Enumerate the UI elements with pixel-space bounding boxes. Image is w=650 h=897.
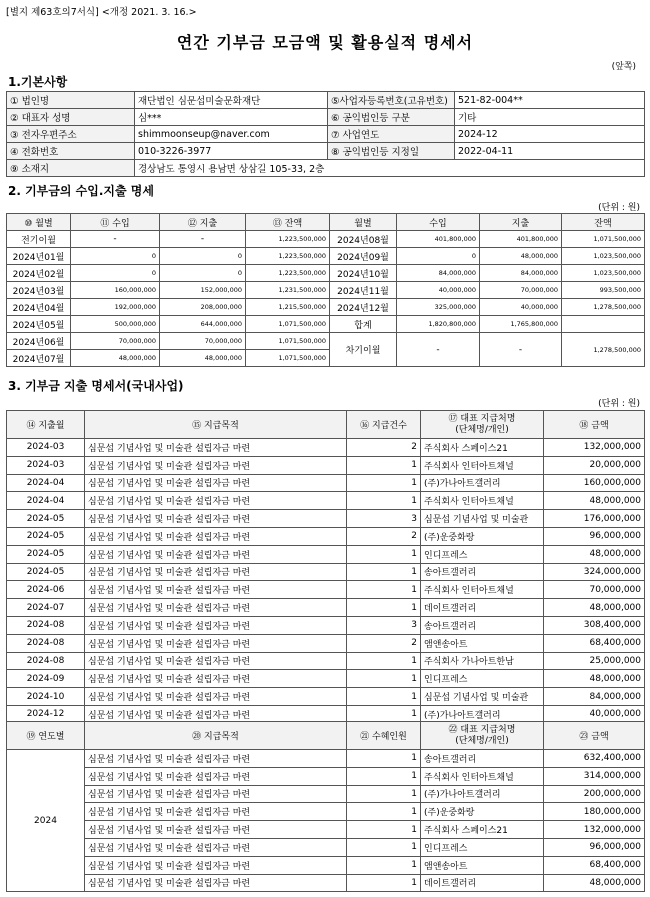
table-row [7, 652, 645, 670]
purpose-cell: 심문섭 기념사업 및 미술관 설립자금 마련 [85, 821, 347, 839]
table-row [7, 785, 645, 803]
month-cell: 2024년07월 [7, 350, 71, 367]
income-cell: 48,000,000 [71, 350, 160, 367]
count-cell: 1 [347, 652, 421, 670]
balance-cell: 993,500,000 [562, 282, 645, 299]
recipient-cell: 송아트갤러리 [421, 750, 544, 768]
amount-cell: 176,000,000 [544, 510, 645, 528]
table-row [7, 282, 645, 299]
info-label: ⑥ 공익법인등 구분 [328, 109, 455, 126]
count-cell: 3 [347, 616, 421, 634]
month-cell: 전기이월 [7, 231, 71, 248]
basic-info-row [7, 92, 645, 109]
balance-cell: 1,071,500,000 [246, 316, 330, 333]
income-cell: 0 [71, 265, 160, 282]
expense-cell: 644,000,000 [160, 316, 246, 333]
amount-cell: 20,000,000 [544, 456, 645, 474]
amount-cell: 96,000,000 [544, 838, 645, 856]
section3-heading: 3. 기부금 지출 명세서(국내사업) [8, 379, 184, 393]
table-row [7, 439, 645, 457]
purpose-cell: 심문섭 기념사업 및 미술관 설립자금 마련 [85, 785, 347, 803]
purpose-cell: 심문섭 기념사업 및 미술관 설립자금 마련 [85, 563, 347, 581]
month-cell: 2024-10 [7, 688, 85, 706]
col-header: ⑭ 지출월 [7, 411, 85, 439]
amount-cell: 160,000,000 [544, 474, 645, 492]
section2-heading: 2. 기부금의 수입.지출 명세 [8, 184, 154, 198]
count-cell: 1 [347, 688, 421, 706]
month-cell: 2024-03 [7, 456, 85, 474]
income-cell: 70,000,000 [71, 333, 160, 350]
beneficiary-cell: 1 [347, 874, 421, 892]
recipient-cell: 데이트갤러리 [421, 874, 544, 892]
col-header: 수입 [397, 214, 480, 231]
month-cell: 2024년06월 [7, 333, 71, 350]
month-cell: 2024년08월 [330, 231, 397, 248]
purpose-cell: 심문섭 기념사업 및 미술관 설립자금 마련 [85, 599, 347, 617]
purpose-cell: 심문섭 기념사업 및 미술관 설립자금 마련 [85, 688, 347, 706]
recipient-cell: 주식회사 인터아트채널 [421, 767, 544, 785]
beneficiary-cell: 1 [347, 821, 421, 839]
table-row [7, 581, 645, 599]
table-row [7, 838, 645, 856]
month-cell: 2024-08 [7, 616, 85, 634]
purpose-cell: 심문섭 기념사업 및 미술관 설립자금 마련 [85, 474, 347, 492]
table-header [7, 722, 645, 750]
basic-info-row [7, 109, 645, 126]
front-label: (앞쪽) [611, 62, 636, 72]
balance-cell: 1,215,500,000 [246, 299, 330, 316]
basic-info-row [7, 126, 645, 143]
carry-label: 차기이월 [330, 333, 397, 367]
month-cell: 2024년04월 [7, 299, 71, 316]
amount-cell: 48,000,000 [544, 492, 645, 510]
info-value: 심*** [135, 109, 328, 126]
recipient-cell: 인디프레스 [421, 670, 544, 688]
balance-cell: 1,071,500,000 [246, 350, 330, 367]
expense-cell: 84,000,000 [480, 265, 562, 282]
col-header: ⑱ 금액 [544, 411, 645, 439]
amount-cell: 84,000,000 [544, 688, 645, 706]
purpose-cell: 심문섭 기념사업 및 미술관 설립자금 마련 [85, 803, 347, 821]
count-cell: 1 [347, 705, 421, 723]
expense-cell: 48,000,000 [480, 248, 562, 265]
count-cell: 2 [347, 634, 421, 652]
income-cell: 84,000,000 [397, 265, 480, 282]
table-row [7, 231, 645, 248]
amount-cell: 632,400,000 [544, 750, 645, 768]
count-cell: 1 [347, 563, 421, 581]
expense-cell: 70,000,000 [160, 333, 246, 350]
recipient-cell: 심문섭 기념사업 및 미술관 [421, 510, 544, 528]
expense-cell: 0 [160, 265, 246, 282]
recipient-cell: 주식회사 인터아트채널 [421, 492, 544, 510]
month-cell: 2024-07 [7, 599, 85, 617]
section1-heading: 1.기본사항 [8, 75, 68, 89]
col-header: 잔액 [562, 214, 645, 231]
month-cell: 2024년12월 [330, 299, 397, 316]
recipient-cell: (주)가나아트갤러리 [421, 785, 544, 803]
carry-balance: 1,278,500,000 [562, 333, 645, 367]
balance-cell: 1,278,500,000 [562, 299, 645, 316]
recipient-cell: (주)가나아트갤러리 [421, 474, 544, 492]
info-value: 521-82-004** [455, 92, 645, 109]
recipient-cell: 송아트갤러리 [421, 563, 544, 581]
form-note: [별지 제63호의7서식] <개정 2021. 3. 16.> [6, 7, 197, 18]
purpose-cell: 심문섭 기념사업 및 미술관 설립자금 마련 [85, 634, 347, 652]
purpose-cell: 심문섭 기념사업 및 미술관 설립자금 마련 [85, 838, 347, 856]
col-header: ⑬ 잔액 [246, 214, 330, 231]
recipient-cell: 주식회사 인터아트채널 [421, 581, 544, 599]
info-value: 기타 [455, 109, 645, 126]
month-cell: 2024-05 [7, 527, 85, 545]
income-cell: 192,000,000 [71, 299, 160, 316]
purpose-cell: 심문섭 기념사업 및 미술관 설립자금 마련 [85, 652, 347, 670]
recipient-cell: 심문섭 기념사업 및 미술관 [421, 688, 544, 706]
expense-cell: 48,000,000 [160, 350, 246, 367]
month-cell: 2024-08 [7, 634, 85, 652]
expense-cell: 152,000,000 [160, 282, 246, 299]
count-cell: 1 [347, 474, 421, 492]
recipient-cell: 송아트갤러리 [421, 616, 544, 634]
table-row [7, 474, 645, 492]
table-row [7, 563, 645, 581]
col-header: ⑲ 연도별 [7, 722, 85, 750]
balance-cell: 1,223,500,000 [246, 265, 330, 282]
info-label: ⑨ 소재지 [7, 160, 135, 177]
info-label: ② 대표자 성명 [7, 109, 135, 126]
table-row [7, 510, 645, 528]
amount-cell: 68,400,000 [544, 634, 645, 652]
info-label: ⑦ 사업연도 [328, 126, 455, 143]
month-cell: 2024년05월 [7, 316, 71, 333]
info-value: 2022-04-11 [455, 143, 645, 160]
table-header [7, 411, 645, 439]
amount-cell: 132,000,000 [544, 821, 645, 839]
table-row [7, 599, 645, 617]
month-cell: 2024년09월 [330, 248, 397, 265]
month-cell: 2024-09 [7, 670, 85, 688]
table-row [7, 333, 645, 350]
purpose-cell: 심문섭 기념사업 및 미술관 설립자금 마련 [85, 705, 347, 723]
info-label: ④ 전화번호 [7, 143, 135, 160]
amount-cell: 308,400,000 [544, 616, 645, 634]
domestic-expense-table [6, 410, 645, 724]
month-cell: 2024년01월 [7, 248, 71, 265]
section3-unit: (단위 : 원) [598, 399, 640, 409]
amount-cell: 25,000,000 [544, 652, 645, 670]
beneficiary-cell: 1 [347, 856, 421, 874]
count-cell: 2 [347, 439, 421, 457]
basic-info-row [7, 160, 645, 177]
col-header: ⑰ 대표 지급처명 (단체명/개인) [421, 411, 544, 439]
count-cell: 1 [347, 599, 421, 617]
purpose-cell: 심문섭 기념사업 및 미술관 설립자금 마련 [85, 492, 347, 510]
income-expense-table [6, 213, 645, 367]
table-row [7, 492, 645, 510]
month-cell: 2024-08 [7, 652, 85, 670]
month-cell: 2024-12 [7, 705, 85, 723]
section2-unit: (단위 : 원) [598, 203, 640, 213]
income-cell: 325,000,000 [397, 299, 480, 316]
col-header: ㉓ 금액 [544, 722, 645, 750]
beneficiary-cell: 1 [347, 838, 421, 856]
income-cell: 401,800,000 [397, 231, 480, 248]
carry-income: - [397, 333, 480, 367]
amount-cell: 48,000,000 [544, 545, 645, 563]
info-value: 2024-12 [455, 126, 645, 143]
basic-info-table [6, 91, 645, 177]
amount-cell: 96,000,000 [544, 527, 645, 545]
col-header: ⑩ 월별 [7, 214, 71, 231]
table-header [7, 214, 645, 231]
balance-cell: 1,071,500,000 [246, 333, 330, 350]
income-cell: 500,000,000 [71, 316, 160, 333]
recipient-cell: 앰앤송아트 [421, 856, 544, 874]
count-cell: 1 [347, 545, 421, 563]
table-row [7, 856, 645, 874]
year-cell: 2024 [7, 750, 85, 892]
month-cell: 2024년02월 [7, 265, 71, 282]
total-label: 합계 [330, 316, 397, 333]
amount-cell: 314,000,000 [544, 767, 645, 785]
income-cell: 0 [71, 248, 160, 265]
basic-info-row [7, 143, 645, 160]
balance-cell: 1,023,500,000 [562, 265, 645, 282]
purpose-cell: 심문섭 기념사업 및 미술관 설립자금 마련 [85, 545, 347, 563]
col-header: ⑮ 지급목적 [85, 411, 347, 439]
table-row [7, 545, 645, 563]
month-cell: 2024년11월 [330, 282, 397, 299]
month-cell: 2024년03월 [7, 282, 71, 299]
recipient-cell: 주식회사 가나아트한남 [421, 652, 544, 670]
col-header: ㉑ 수혜인원 [347, 722, 421, 750]
yearly-summary-table [6, 721, 645, 892]
purpose-cell: 심문섭 기념사업 및 미술관 설립자금 마련 [85, 456, 347, 474]
recipient-cell: 앰앤송아트 [421, 634, 544, 652]
expense-cell: 70,000,000 [480, 282, 562, 299]
info-label: ⑤사업자등록번호(고유번호) [328, 92, 455, 109]
balance-cell: 1,223,500,000 [246, 248, 330, 265]
amount-cell: 324,000,000 [544, 563, 645, 581]
income-cell: - [71, 231, 160, 248]
purpose-cell: 심문섭 기념사업 및 미술관 설립자금 마련 [85, 750, 347, 768]
amount-cell: 200,000,000 [544, 785, 645, 803]
amount-cell: 68,400,000 [544, 856, 645, 874]
table-row [7, 616, 645, 634]
recipient-cell: (주)운중화랑 [421, 803, 544, 821]
total-income: 1,820,800,000 [397, 316, 480, 333]
col-header: ⑫ 지출 [160, 214, 246, 231]
col-header: ⑳ 지급목적 [85, 722, 347, 750]
amount-cell: 48,000,000 [544, 874, 645, 892]
expense-cell: 208,000,000 [160, 299, 246, 316]
balance-cell: 1,223,500,000 [246, 231, 330, 248]
info-label: ③ 전자우편주소 [7, 126, 135, 143]
month-cell: 2024-03 [7, 439, 85, 457]
beneficiary-cell: 1 [347, 767, 421, 785]
expense-cell: 40,000,000 [480, 299, 562, 316]
col-header: 지출 [480, 214, 562, 231]
carry-expense: - [480, 333, 562, 367]
amount-cell: 132,000,000 [544, 439, 645, 457]
recipient-cell: (주)운중화랑 [421, 527, 544, 545]
beneficiary-cell: 1 [347, 785, 421, 803]
purpose-cell: 심문섭 기념사업 및 미술관 설립자금 마련 [85, 581, 347, 599]
income-cell: 0 [397, 248, 480, 265]
purpose-cell: 심문섭 기념사업 및 미술관 설립자금 마련 [85, 874, 347, 892]
month-cell: 2024-05 [7, 545, 85, 563]
table-row [7, 527, 645, 545]
income-cell: 40,000,000 [397, 282, 480, 299]
month-cell: 2024-05 [7, 563, 85, 581]
month-cell: 2024-06 [7, 581, 85, 599]
purpose-cell: 심문섭 기념사업 및 미술관 설립자금 마련 [85, 856, 347, 874]
income-cell: 160,000,000 [71, 282, 160, 299]
balance-cell: 1,231,500,000 [246, 282, 330, 299]
table-row [7, 803, 645, 821]
balance-cell: 1,023,500,000 [562, 248, 645, 265]
recipient-cell: 인디프레스 [421, 838, 544, 856]
table-row [7, 248, 645, 265]
expense-cell: - [160, 231, 246, 248]
month-cell: 2024-04 [7, 474, 85, 492]
purpose-cell: 심문섭 기념사업 및 미술관 설립자금 마련 [85, 767, 347, 785]
count-cell: 3 [347, 510, 421, 528]
expense-cell: 0 [160, 248, 246, 265]
info-value: shimmoonseup@naver.com [135, 126, 328, 143]
recipient-cell: 주식회사 인터아트채널 [421, 456, 544, 474]
month-cell: 2024년10월 [330, 265, 397, 282]
col-header: ㉒ 대표 지급처명 (단체명/개인) [421, 722, 544, 750]
table-row [7, 750, 645, 768]
purpose-cell: 심문섭 기념사업 및 미술관 설립자금 마련 [85, 510, 347, 528]
table-row [7, 634, 645, 652]
table-row [7, 299, 645, 316]
page-title: 연간 기부금 모금액 및 활용실적 명세서 [176, 33, 474, 52]
info-value: 재단법인 심문섭미술문화재단 [135, 92, 328, 109]
address-value: 경상남도 통영시 용남면 상삼길 105-33, 2층 [135, 160, 645, 177]
recipient-cell: 주식회사 스페이스21 [421, 439, 544, 457]
beneficiary-cell: 1 [347, 803, 421, 821]
table-row [7, 265, 645, 282]
table-row [7, 688, 645, 706]
table-row [7, 874, 645, 892]
month-cell: 2024-04 [7, 492, 85, 510]
count-cell: 1 [347, 456, 421, 474]
count-cell: 2 [347, 527, 421, 545]
table-row [7, 767, 645, 785]
purpose-cell: 심문섭 기념사업 및 미술관 설립자금 마련 [85, 527, 347, 545]
table-row [7, 316, 645, 333]
recipient-cell: 주식회사 스페이스21 [421, 821, 544, 839]
table-row [7, 456, 645, 474]
amount-cell: 180,000,000 [544, 803, 645, 821]
amount-cell: 40,000,000 [544, 705, 645, 723]
total-balance [562, 316, 645, 333]
purpose-cell: 심문섭 기념사업 및 미술관 설립자금 마련 [85, 616, 347, 634]
table-row [7, 670, 645, 688]
col-header: ⑪ 수입 [71, 214, 160, 231]
info-value: 010-3226-3977 [135, 143, 328, 160]
amount-cell: 48,000,000 [544, 599, 645, 617]
table-row [7, 821, 645, 839]
info-label: ① 법인명 [7, 92, 135, 109]
count-cell: 1 [347, 670, 421, 688]
beneficiary-cell: 1 [347, 750, 421, 768]
count-cell: 1 [347, 581, 421, 599]
expense-cell: 401,800,000 [480, 231, 562, 248]
month-cell: 2024-05 [7, 510, 85, 528]
amount-cell: 48,000,000 [544, 670, 645, 688]
info-label: ⑧ 공익법인등 지정일 [328, 143, 455, 160]
count-cell: 1 [347, 492, 421, 510]
amount-cell: 70,000,000 [544, 581, 645, 599]
total-expense: 1,765,800,000 [480, 316, 562, 333]
purpose-cell: 심문섭 기념사업 및 미술관 설립자금 마련 [85, 670, 347, 688]
col-header: ⑯ 지급건수 [347, 411, 421, 439]
recipient-cell: (주)가나아트갤러리 [421, 705, 544, 723]
recipient-cell: 인디프레스 [421, 545, 544, 563]
purpose-cell: 심문섭 기념사업 및 미술관 설립자금 마련 [85, 439, 347, 457]
recipient-cell: 데이트갤러리 [421, 599, 544, 617]
balance-cell: 1,071,500,000 [562, 231, 645, 248]
col-header: 월별 [330, 214, 397, 231]
